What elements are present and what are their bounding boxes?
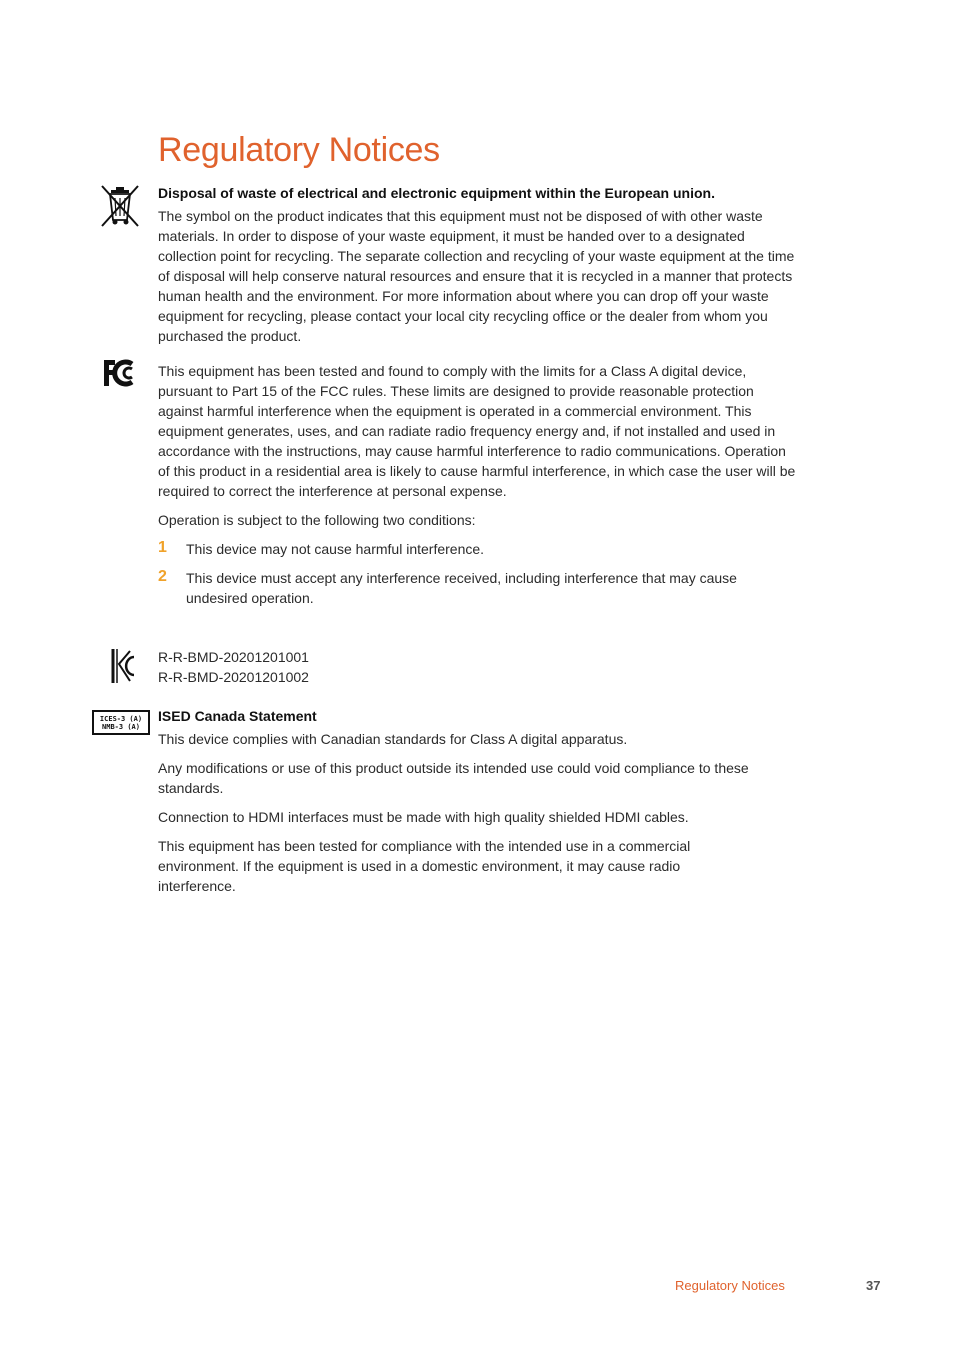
fcc-logo-icon — [102, 358, 140, 393]
ised-paragraph: Any modifications or use of this product outside its intended use could void compliance to these standards. — [158, 760, 749, 796]
kc-mark-icon — [110, 647, 136, 690]
list-number: 2 — [158, 568, 167, 585]
badge-line: ICES-3 (A) — [99, 714, 143, 723]
list-item — [158, 539, 798, 559]
ised-paragraph: This equipment has been tested for compliance with the intended use in a commercial environment. If the equipment is used in a domestic environment, it may cause radio interference. — [158, 838, 691, 894]
page-number: 37 — [866, 1278, 881, 1293]
ised-heading: ISED Canada Statement — [158, 708, 317, 724]
fcc-paragraph: This equipment has been tested and found to comply with the limits for a Class A digital device, pursuant to Part 15 of the FCC rules. These limits are designed to provide reasonable protection against harmful interference when the equipment is operated in a commercial environment. This equipment generates, uses, and can radiate radio frequency energy and, if not installed and used in accordance with the instructions, may cause harmful interference to radio communications. Operation of this product in a residential area is likely to cause harmful interference, in which case the user will be required to correct the interference at personal expense. — [158, 363, 796, 499]
list-item-text: This device must accept any interference received, including interference that may cause undesired operation. — [186, 570, 737, 606]
list-item-text: This device may not cause harmful interference. — [186, 541, 485, 557]
ised-paragraph: This device complies with Canadian standards for Class A digital apparatus. — [158, 731, 628, 747]
ised-paragraph: Connection to HDMI interfaces must be made with high quality shielded HDMI cables. — [158, 809, 689, 825]
ised-section — [158, 706, 758, 896]
list-number: 1 — [158, 539, 167, 556]
weee-paragraph: The symbol on the product indicates that this equipment must not be disposed of with other waste materials. In order to dispose of your waste equipment, it must be handed over to a designated collection point for recycling. The separate collection and recycling of your waste equipment at the time of disposal will help conserve natural resources and ensure that it is recycled in a manner that protects human health and the environment. For more information about where you can drop off your waste equipment for recycling, please contact your local city recycling office or the dealer from whom you purchased the product. — [158, 208, 795, 344]
fcc-conditions-intro: Operation is subject to the following two conditions: — [158, 512, 476, 528]
weee-section — [158, 183, 798, 346]
crossed-out-wheelie-bin-icon — [100, 184, 140, 233]
ices-nmb-badge — [92, 710, 150, 735]
page-title: Regulatory Notices — [158, 131, 440, 169]
kc-section — [158, 647, 798, 687]
weee-heading: Disposal of waste of electrical and electronic equipment within the European union. — [158, 185, 715, 201]
kc-code: R-R-BMD-20201201002 — [158, 669, 309, 685]
badge-line: NMB-3 (A) — [102, 722, 140, 731]
kc-code: R-R-BMD-20201201001 — [158, 649, 309, 665]
footer-section-label: Regulatory Notices — [675, 1278, 785, 1293]
fcc-section — [158, 361, 798, 608]
list-item — [158, 568, 798, 608]
